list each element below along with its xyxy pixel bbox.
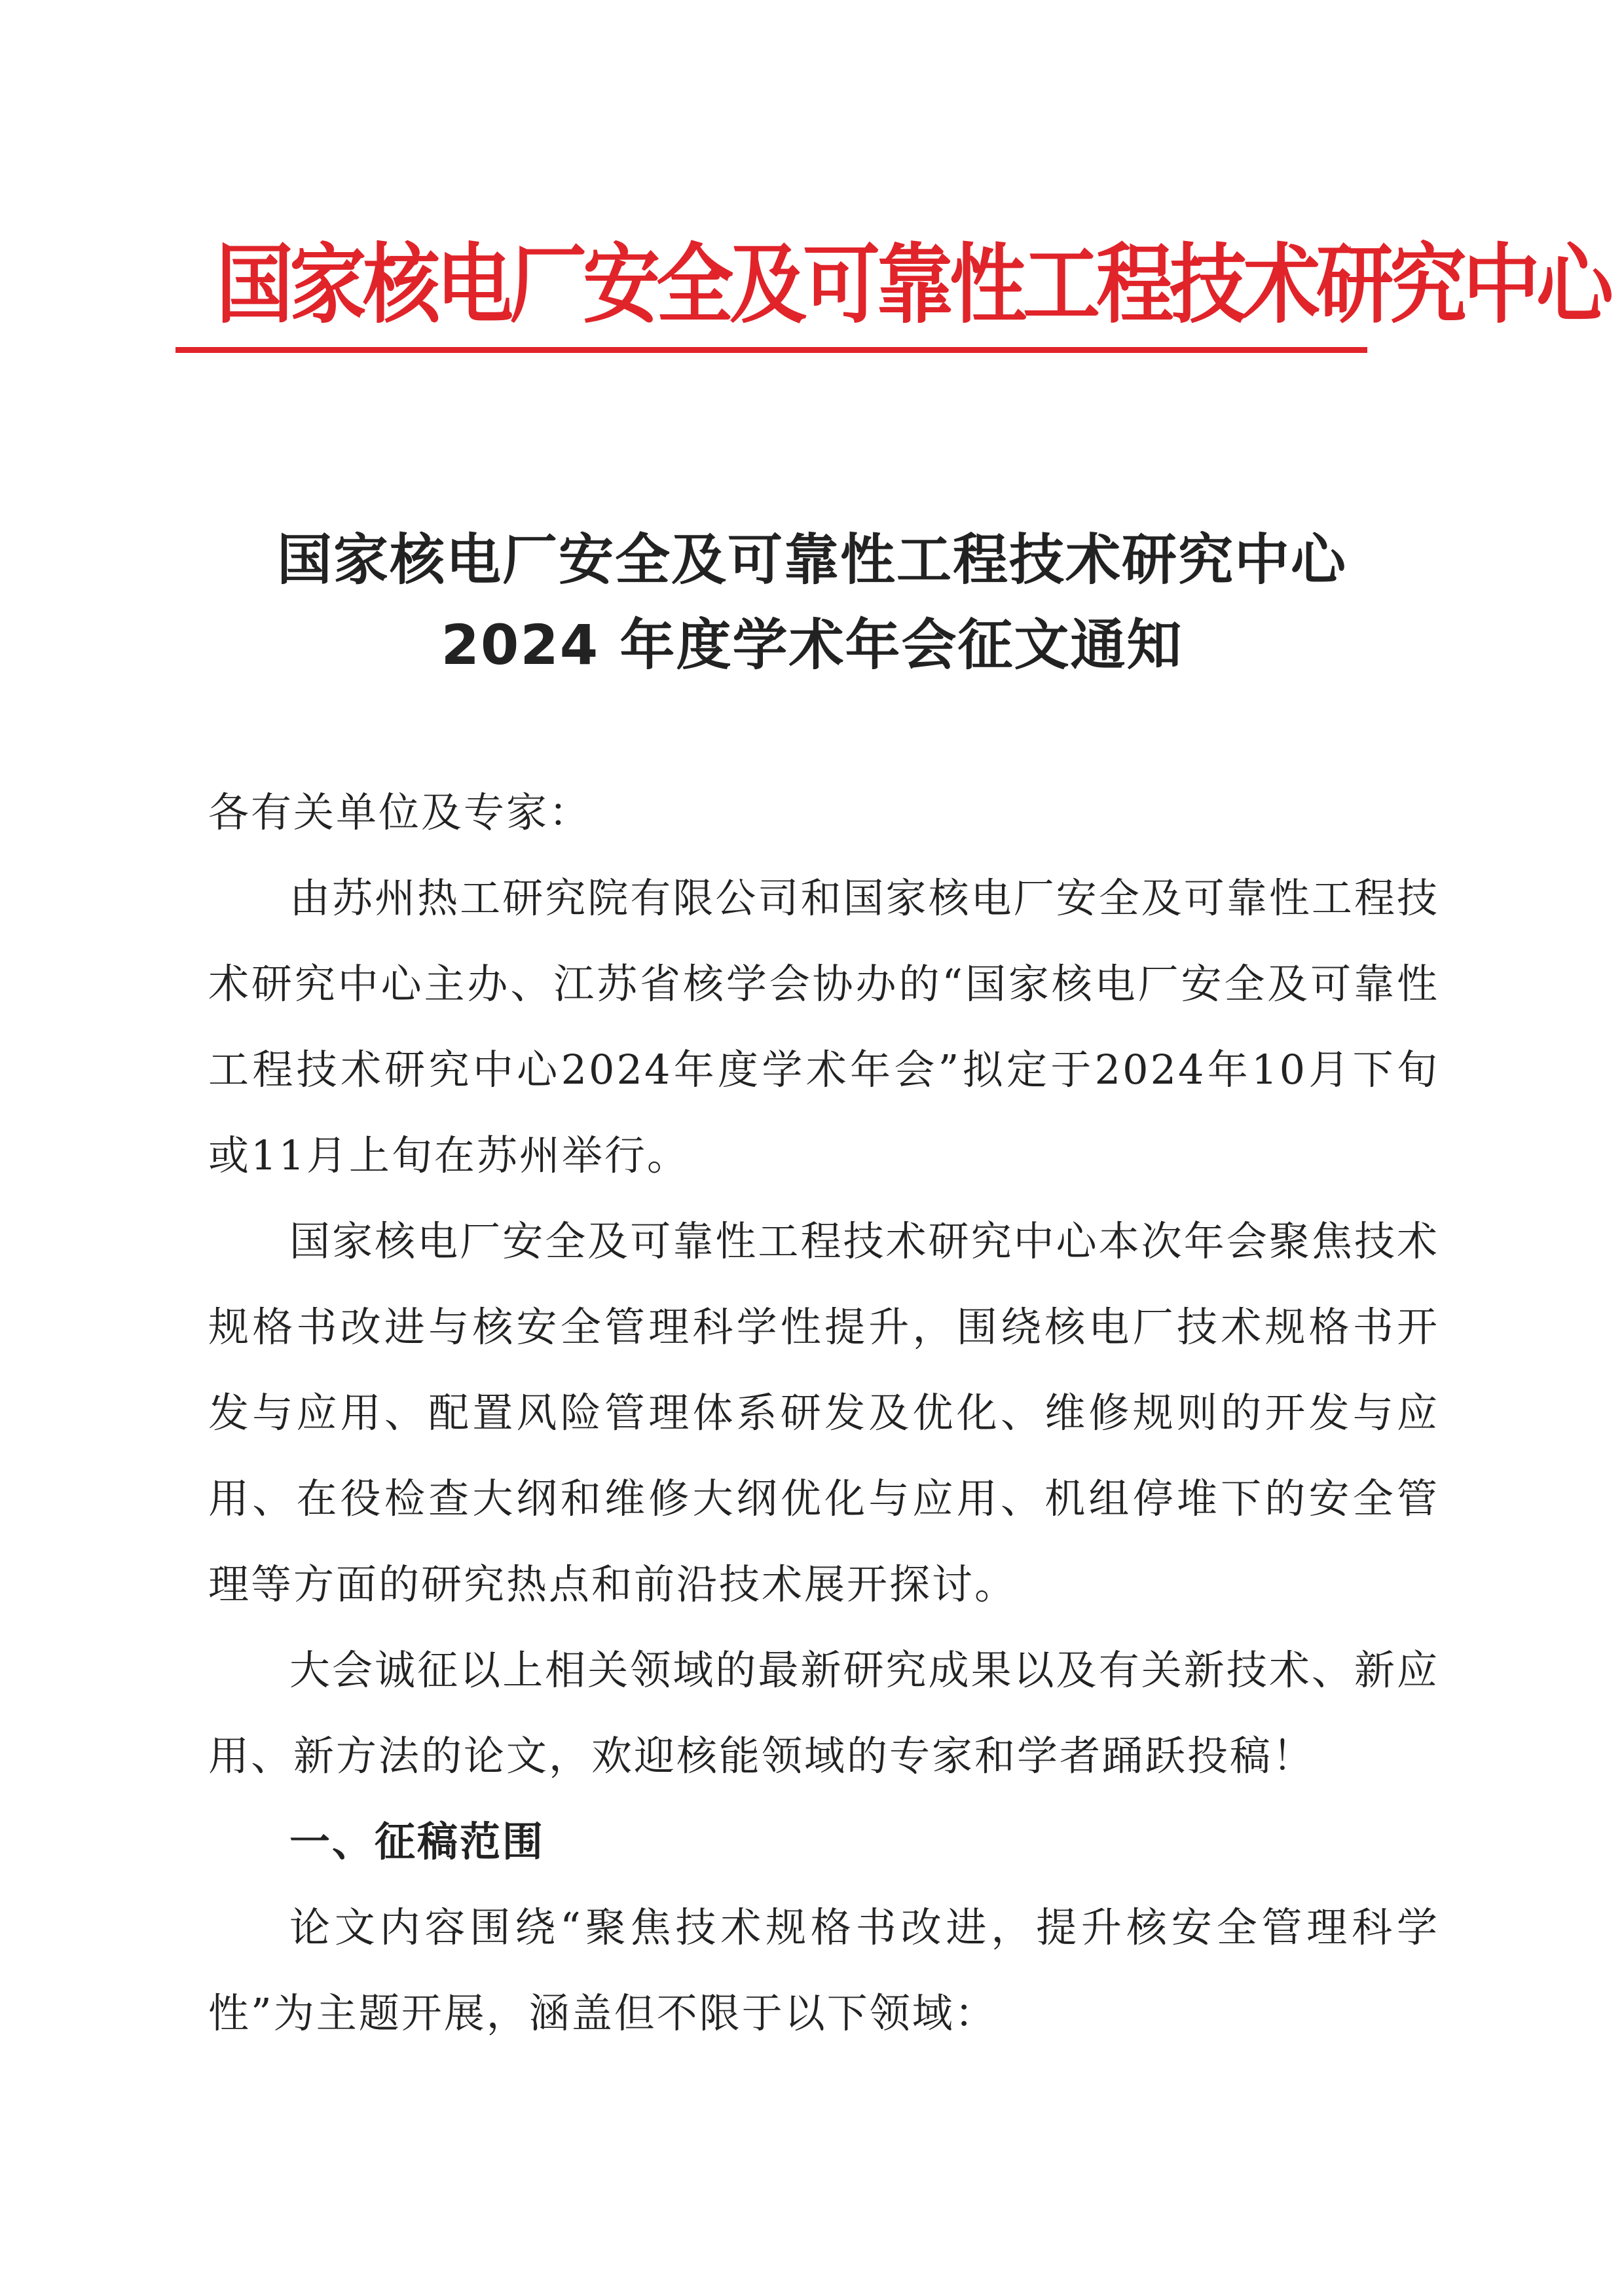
document-body [208,769,1439,2056]
paragraph-scope: 论文内容围绕“聚焦技术规格书改进，提升核安全管理科学性”为主题开展，涵盖但不限于以下领域： [208,1903,1439,2037]
section-heading-scope: 一、征稿范围 [289,1818,545,1865]
salutation: 各有关单位及专家： [208,788,592,836]
paragraph-organizers: 由苏州热工研究院有限公司和国家核电厂安全及可靠性工程技术研究中心主办、江苏省核学会协办的“国家核电厂安全及可靠性工程技术研究中心2024年度学术年会”拟定于2024年10月下旬或11月上旬在苏州举行。 [208,874,1439,1179]
letterhead-red-rule [175,347,1367,353]
paragraph-call-for-papers: 大会诚征以上相关领域的最新研究成果以及有关新技术、新应用、新方法的论文，欢迎核能领域的专家和学者踊跃投稿！ [208,1646,1439,1780]
paragraph-topics: 国家核电厂安全及可靠性工程技术研究中心本次年会聚焦技术规格书改进与核安全管理科学性提升，围绕核电厂技术规格书开发与应用、配置风险管理体系研发及优化、维修规则的开发与应用、在役检查大纲和维修大纲优化与应用、机组停堆下的安全管理等方面的研究热点和前沿技术展开探讨。 [208,1217,1439,1608]
document-title-line-2: 2024 年度学术年会征文通知 [441,613,1183,677]
letterhead-org-name: 国家核电厂安全及可靠性工程技术研究中心 [216,234,1610,335]
document-title-line-1: 国家核电厂安全及可靠性工程技术研究中心 [276,528,1347,592]
